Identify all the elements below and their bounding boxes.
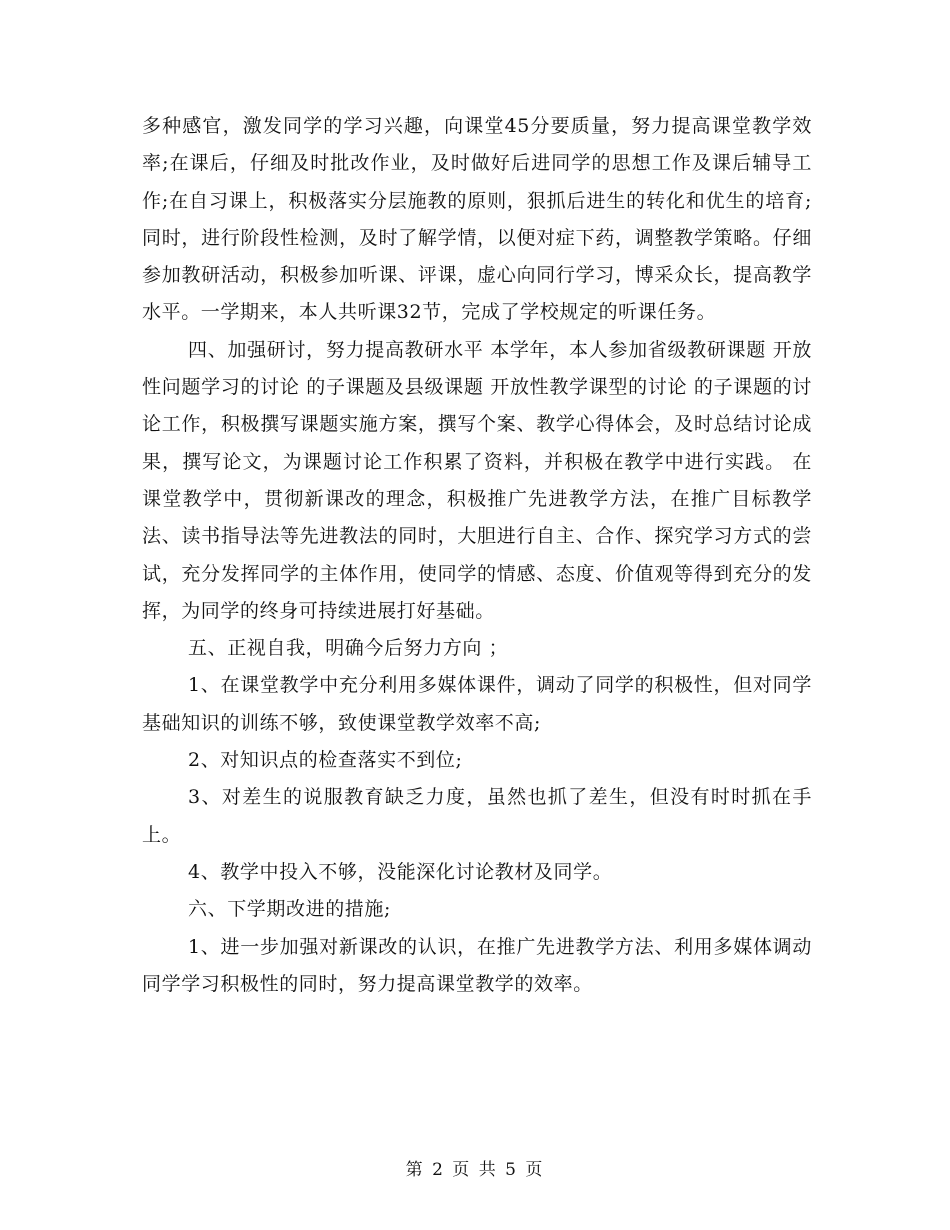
list-item-five-4: 4、教学中投入不够，没能深化讨论教材及同学。 — [188, 860, 613, 883]
heading-section-six: 六、下学期改进的措施; — [188, 898, 392, 921]
list-item-six-1: 1、进一步加强对新课改的认识，在推广先进教学方法、利用多媒体调动同学学习积极性的同时，努力提高课堂教学的效率。 — [142, 935, 812, 995]
paragraph-section-four: 四、加强研讨，努力提高教研水平 本学年，本人参加省级教研课题 开放性问题学习的讨论 的子课题及县级课题 开放性教学课型的讨论 的子课题的讨论工作，积极撰写课题实施方案，撰写个案、教学心得体会，及时总结讨论成果，撰写论文，为课题讨论工作积累了资料，并积极在教学中进行实践。 在课堂教学中，贯彻新课改的理念，积极推广先进教学方法，在推广目标教学法、读书指导法等先进教法的同时，大胆进行自主、合作、探究学习方式的尝试，充分发挥同学的主体作用，使同学的情感、态度、价值观等得到充分的发挥，为同学的终身可持续进展打好基础。 — [142, 338, 812, 622]
heading-section-five: 五、正视自我，明确今后努力方向 ； — [188, 637, 509, 660]
paragraph-teaching-methods: 多种感官，激发同学的学习兴趣，向课堂45分要质量，努力提高课堂教学效率;在课后，仔细及时批改作业，及时做好后进同学的思想工作及课后辅导工作;在自习课上，积极落实分层施教的原则，狠抓后进生的转化和优生的培育;同时，进行阶段性检测，及时了解学情，以便对症下药，调整教学策略。仔细参加教研活动，积极参加听课、评课，虚心向同行学习，博采众长，提高教学水平。一学期来，本人共听课32节，完成了学校规定的听课任务。 — [142, 115, 812, 324]
list-item-five-1: 1、在课堂教学中充分利用多媒体课件，调动了同学的积极性，但对同学基础知识的训练不够，致使课堂教学效率不高; — [142, 674, 812, 734]
document-body — [142, 108, 812, 1003]
list-item-five-3: 3、对差生的说服教育缺乏力度，虽然也抓了差生，但没有时时抓在手上。 — [142, 786, 812, 846]
page-number-footer: 第 2 页 共 5 页 — [405, 1160, 545, 1180]
list-item-five-2: 2、对知识点的检查落实不到位; — [188, 749, 463, 772]
